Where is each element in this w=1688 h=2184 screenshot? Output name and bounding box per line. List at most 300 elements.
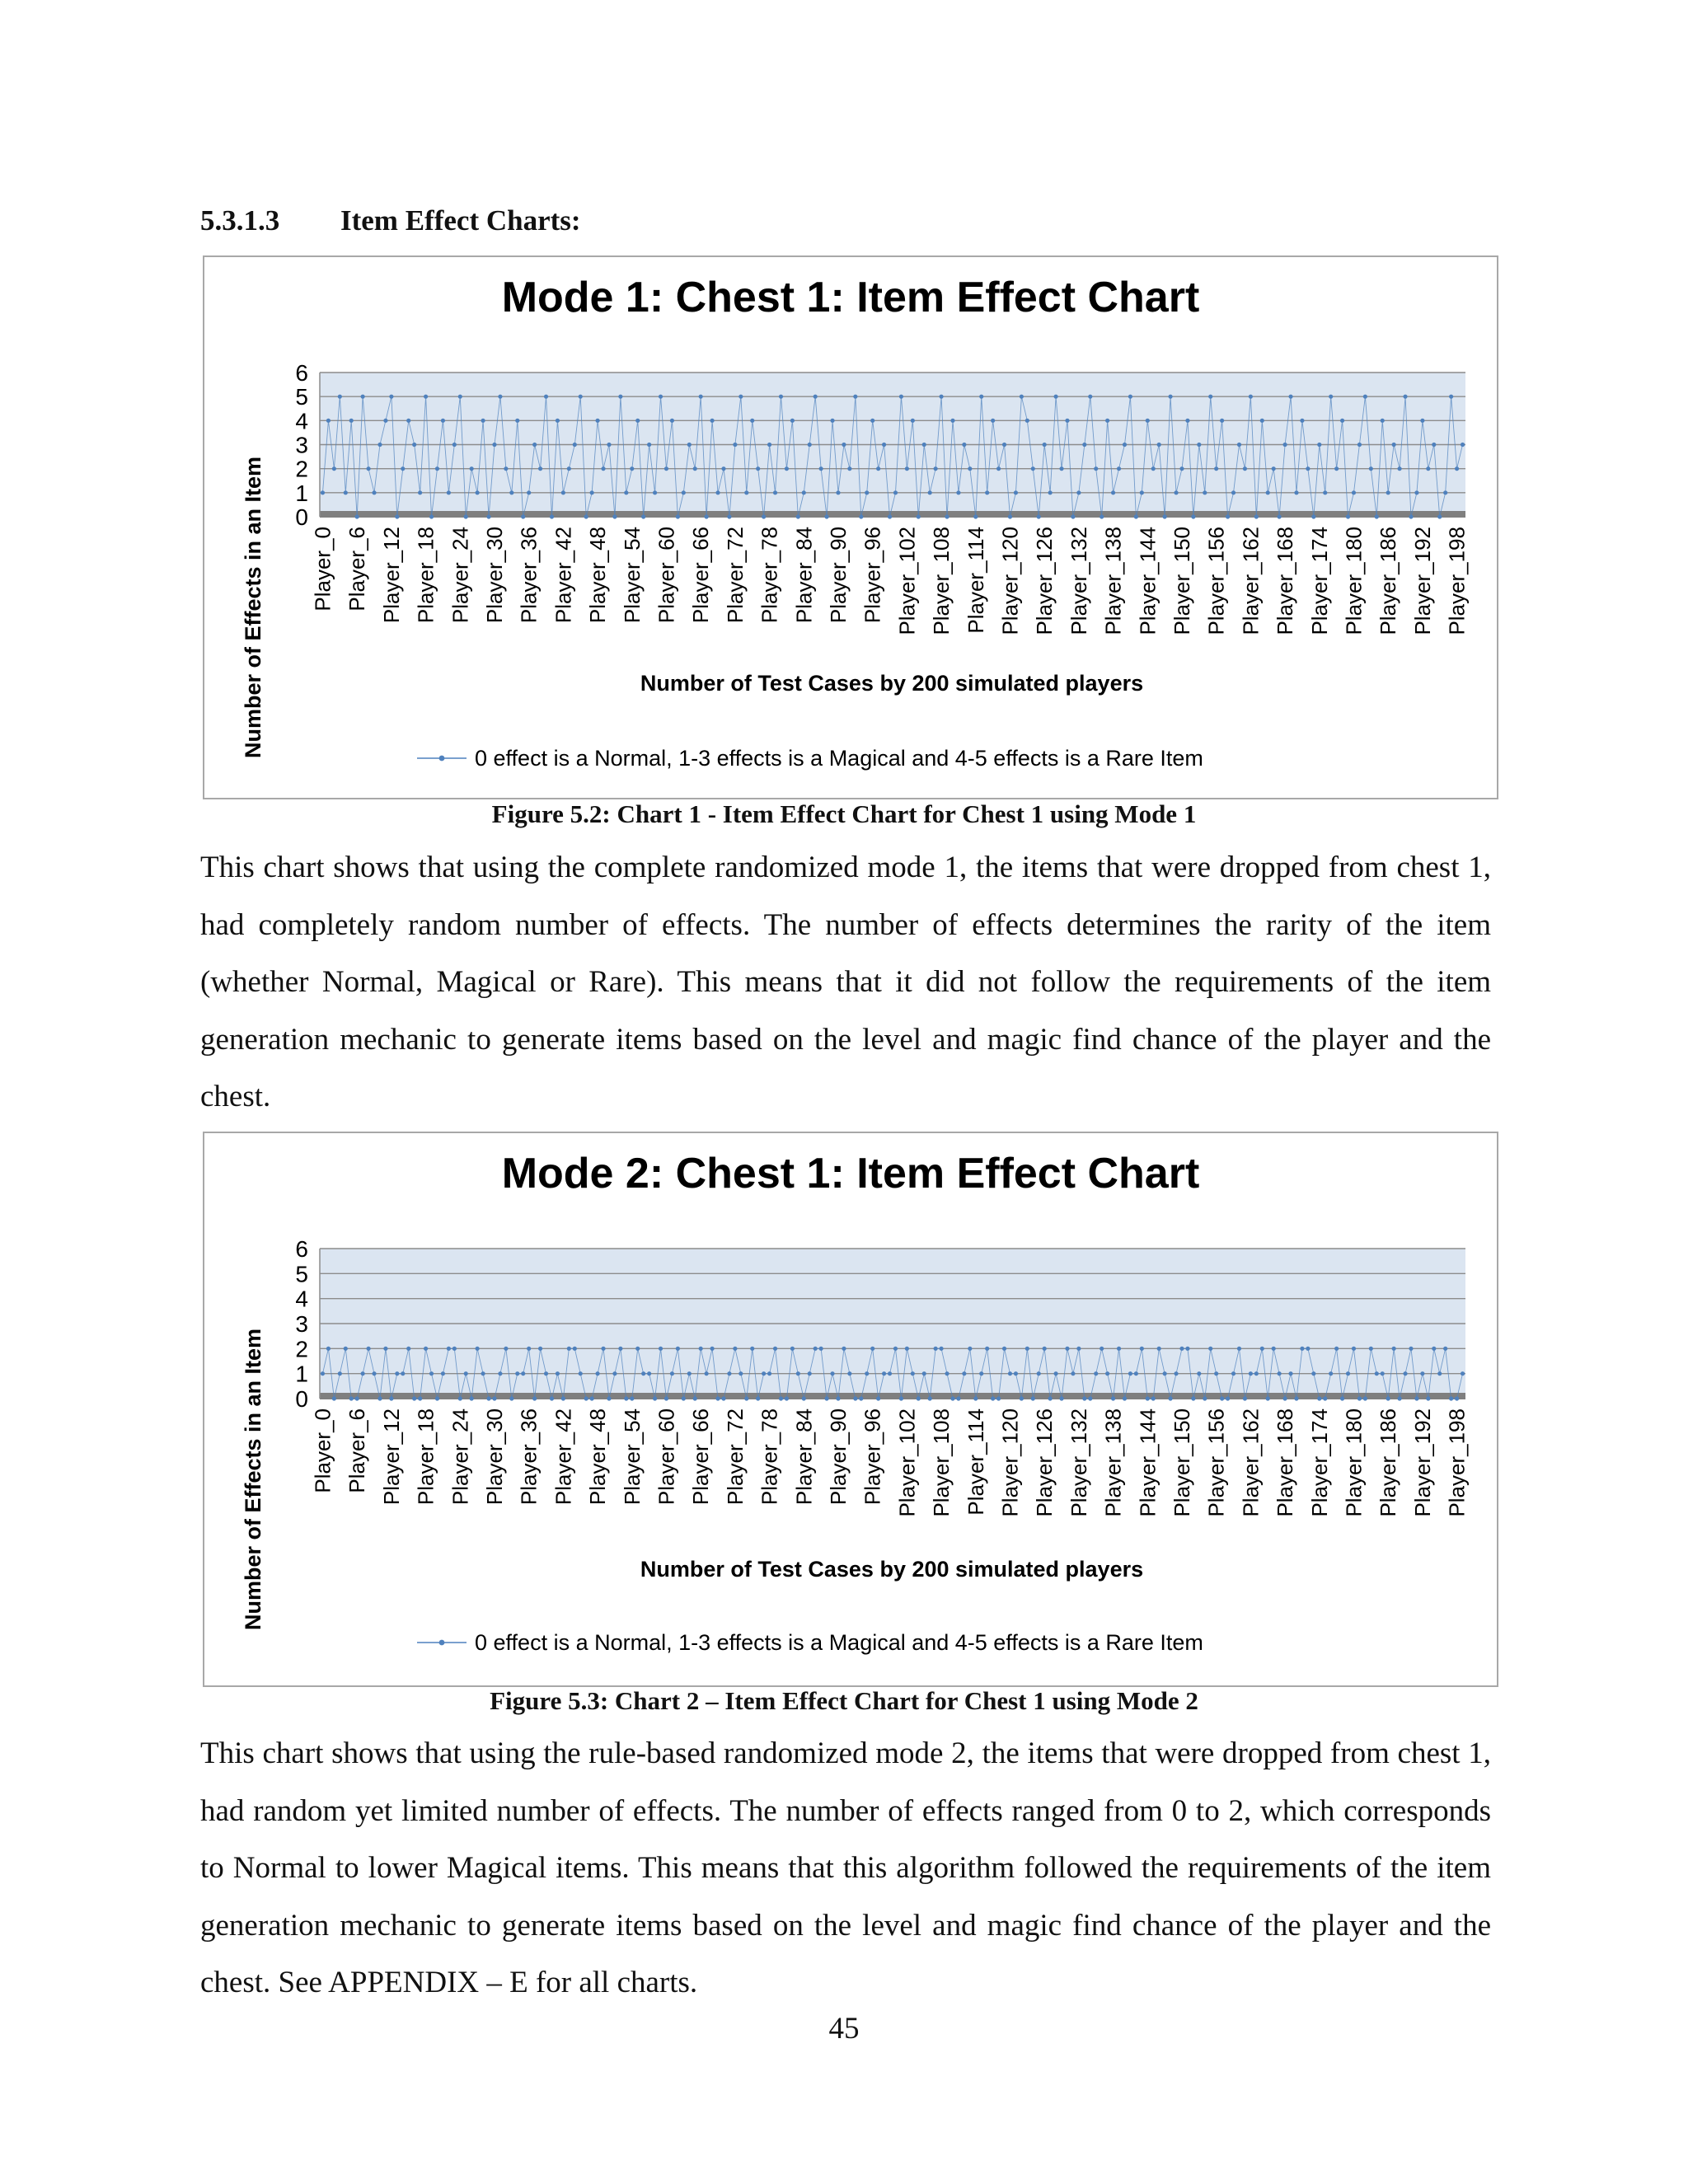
data-point — [1128, 395, 1132, 399]
data-point — [1065, 419, 1069, 423]
y-tick-label: 3 — [295, 1311, 308, 1337]
x-tick-label: Player_138 — [1100, 1408, 1126, 1517]
data-point — [824, 514, 828, 518]
data-point — [710, 1347, 714, 1351]
chart-2-svg — [204, 1133, 1497, 1685]
data-point — [332, 466, 336, 471]
data-point — [1059, 1396, 1063, 1400]
data-point — [372, 1371, 376, 1376]
data-point — [544, 1371, 548, 1376]
data-point — [447, 1347, 451, 1351]
data-point — [452, 443, 457, 447]
data-point — [377, 1396, 382, 1400]
y-tick-label: 1 — [295, 480, 308, 506]
data-point — [830, 1371, 834, 1376]
data-point — [1254, 514, 1259, 518]
data-point — [876, 1396, 880, 1400]
data-point — [1455, 1396, 1459, 1400]
data-point — [1266, 490, 1270, 494]
data-point — [991, 1396, 995, 1400]
data-point — [653, 490, 657, 494]
data-point — [991, 419, 995, 423]
x-tick-label: Player_54 — [619, 1408, 645, 1506]
data-point — [1076, 490, 1081, 494]
data-point — [1272, 466, 1276, 471]
data-point — [1053, 1371, 1057, 1376]
chart-title: Mode 1: Chest 1: Item Effect Chart — [501, 274, 1200, 321]
data-point — [470, 466, 474, 471]
data-point — [699, 1347, 703, 1351]
data-point — [377, 443, 382, 447]
data-point — [1397, 1396, 1401, 1400]
data-point — [762, 514, 766, 518]
data-point — [401, 1371, 405, 1376]
data-point — [767, 1371, 771, 1376]
data-point — [1163, 1371, 1167, 1376]
data-point — [762, 1371, 766, 1376]
data-point — [1352, 1347, 1356, 1351]
y-tick-label: 5 — [295, 384, 308, 410]
x-tick-label: Player_162 — [1238, 527, 1264, 635]
data-point — [1294, 1396, 1298, 1400]
chart-1 — [203, 255, 1498, 799]
data-point — [584, 514, 588, 518]
x-tick-label: Player_18 — [413, 527, 438, 624]
data-point — [779, 1396, 783, 1400]
data-point — [361, 1371, 365, 1376]
data-point — [1117, 1347, 1121, 1351]
data-point — [1392, 443, 1396, 447]
x-tick-label: Player_174 — [1306, 527, 1332, 635]
data-point — [1409, 1347, 1413, 1351]
data-point — [1071, 1371, 1075, 1376]
data-point — [1105, 419, 1109, 423]
data-point — [1179, 1347, 1184, 1351]
data-point — [1163, 514, 1167, 518]
data-point — [1208, 1347, 1212, 1351]
data-point — [744, 490, 748, 494]
data-point — [1237, 1347, 1241, 1351]
data-point — [1249, 395, 1253, 399]
x-tick-label: Player_108 — [929, 1408, 954, 1517]
data-point — [950, 419, 954, 423]
x-tick-label: Player_72 — [722, 527, 748, 624]
data-point — [1288, 1371, 1292, 1376]
data-point — [1352, 490, 1356, 494]
data-point — [939, 1347, 943, 1351]
data-point — [1357, 1396, 1362, 1400]
data-point — [705, 514, 709, 518]
data-point — [1094, 1371, 1098, 1376]
data-point — [1288, 395, 1292, 399]
data-point — [1168, 1396, 1172, 1400]
data-point — [332, 1396, 336, 1400]
data-point — [1226, 1396, 1230, 1400]
x-tick-label: Player_132 — [1066, 1408, 1091, 1517]
data-point — [1403, 395, 1407, 399]
data-point — [1088, 395, 1092, 399]
x-tick-label: Player_84 — [791, 527, 817, 624]
data-point — [1203, 1396, 1207, 1400]
section-heading — [200, 204, 581, 237]
data-point — [338, 395, 342, 399]
data-point — [476, 490, 480, 494]
data-point — [1243, 466, 1247, 471]
data-point — [1323, 1396, 1327, 1400]
data-point — [550, 1396, 554, 1400]
data-point — [538, 1347, 542, 1351]
data-point — [344, 1347, 348, 1351]
data-point — [687, 1371, 692, 1376]
data-point — [389, 1396, 393, 1400]
x-tick-label: Player_156 — [1203, 1408, 1229, 1517]
figure-caption-2: Figure 5.3: Chart 2 – Item Effect Chart for Chest 1 using Mode 2 — [490, 1686, 1198, 1715]
data-point — [424, 1347, 428, 1351]
x-tick-label: Player_78 — [757, 1408, 782, 1506]
x-tick-label: Player_60 — [654, 527, 679, 624]
data-point — [344, 490, 348, 494]
data-point — [1329, 1371, 1333, 1376]
plot-area — [295, 360, 1469, 635]
data-point — [1282, 443, 1287, 447]
data-point — [1260, 419, 1264, 423]
data-point — [1088, 1396, 1092, 1400]
x-tick-label: Player_18 — [413, 1408, 438, 1506]
data-point — [870, 1347, 874, 1351]
data-point — [819, 466, 823, 471]
x-tick-label: Player_156 — [1203, 527, 1229, 635]
x-tick-label: Player_192 — [1409, 1408, 1435, 1517]
data-point — [458, 395, 462, 399]
data-point — [1065, 1347, 1069, 1351]
data-point — [1340, 1396, 1344, 1400]
data-point — [693, 466, 697, 471]
data-point — [899, 395, 903, 399]
data-point — [1014, 1371, 1018, 1376]
data-point — [486, 1396, 490, 1400]
x-tick-label: Player_174 — [1306, 1408, 1332, 1517]
data-point — [853, 395, 857, 399]
data-point — [1381, 1371, 1385, 1376]
x-tick-label: Player_168 — [1273, 1408, 1298, 1517]
data-point — [956, 490, 960, 494]
data-point — [917, 514, 921, 518]
data-point — [865, 490, 869, 494]
data-point — [624, 490, 628, 494]
x-tick-label: Player_78 — [757, 527, 782, 624]
data-point — [527, 1347, 531, 1351]
data-point — [1203, 490, 1207, 494]
data-point — [435, 466, 439, 471]
x-tick-label: Player_114 — [963, 527, 988, 634]
paragraph-1-line: find chance of the player and the chest. — [200, 1022, 1491, 1113]
data-point — [486, 514, 490, 518]
data-point — [1008, 514, 1012, 518]
data-point — [934, 1347, 938, 1351]
data-point — [1025, 419, 1029, 423]
data-point — [721, 1396, 725, 1400]
data-point — [321, 490, 325, 494]
data-point — [1220, 419, 1224, 423]
paragraph-1-line: requirements of the item generation mechanic to generate items based on the level and magic — [200, 965, 1492, 1057]
data-point — [1231, 1371, 1236, 1376]
data-point — [670, 419, 674, 423]
data-point — [1002, 443, 1006, 447]
data-point — [1237, 443, 1241, 447]
data-point — [532, 443, 537, 447]
paragraph-2-line: the requirements of the item generation mechanic to generate items based on the level and magic — [200, 1851, 1491, 1943]
data-point — [1105, 1371, 1109, 1376]
paragraph-2-line: which corresponds to Normal to lower Magical items. This means that this algorithm followed — [200, 1793, 1491, 1885]
data-point — [1140, 490, 1144, 494]
data-point — [727, 1371, 731, 1376]
data-point — [561, 490, 565, 494]
data-point — [1386, 1396, 1390, 1400]
data-point — [985, 1347, 989, 1351]
data-point — [1392, 1347, 1396, 1351]
data-point — [612, 514, 617, 518]
data-point — [556, 419, 560, 423]
y-tick-label: 3 — [295, 432, 308, 458]
data-point — [630, 1396, 634, 1400]
data-point — [1311, 1371, 1315, 1376]
data-point — [779, 395, 783, 399]
legend-label: 0 effect is a Normal, 1-3 effects is a Magical and 4-5 effects is a Rare Item — [475, 746, 1203, 771]
data-point — [802, 490, 806, 494]
data-point — [1157, 443, 1161, 447]
data-point — [733, 443, 737, 447]
data-point — [476, 1347, 480, 1351]
data-point — [1174, 490, 1178, 494]
data-point — [349, 419, 354, 423]
x-tick-label: Player_126 — [1032, 527, 1057, 635]
data-point — [1037, 1371, 1041, 1376]
data-point — [509, 490, 513, 494]
paragraph-2-line: chest 1, had random yet limited number of effects. The number of effects ranged from 0 to 2, — [200, 1736, 1491, 1828]
data-point — [561, 1396, 565, 1400]
x-tick-label: Player_42 — [551, 527, 576, 624]
data-point — [1420, 1371, 1424, 1376]
data-point — [905, 466, 909, 471]
y-tick-label: 5 — [295, 1261, 308, 1287]
x-tick-label: Player_36 — [516, 527, 542, 624]
data-point — [968, 466, 972, 471]
data-point — [1191, 514, 1195, 518]
data-point — [1123, 443, 1127, 447]
data-point — [1260, 1347, 1264, 1351]
data-point — [1420, 419, 1424, 423]
data-point — [979, 395, 983, 399]
y-tick-label: 2 — [295, 456, 308, 482]
data-point — [401, 466, 405, 471]
data-point — [1134, 1371, 1138, 1376]
data-point — [447, 490, 451, 494]
data-point — [670, 1371, 674, 1376]
data-point — [1111, 1396, 1115, 1400]
x-tick-label: Player_126 — [1032, 1408, 1057, 1517]
data-point — [733, 1347, 737, 1351]
data-point — [464, 514, 468, 518]
data-point — [859, 514, 863, 518]
data-point — [590, 1396, 594, 1400]
data-point — [1334, 1347, 1339, 1351]
data-point — [1214, 1371, 1218, 1376]
data-point — [624, 1396, 628, 1400]
data-point — [612, 1371, 617, 1376]
x-tick-label: Player_12 — [378, 1408, 404, 1506]
data-point — [664, 1396, 668, 1400]
paragraph-1-line: of the item (whether Normal, Magical or Rare). This means that it did not follow the — [200, 907, 1491, 999]
data-point — [361, 395, 365, 399]
data-point — [1455, 466, 1459, 471]
data-point — [470, 1396, 474, 1400]
data-point — [905, 1347, 909, 1351]
data-point — [1082, 1396, 1086, 1400]
data-point — [1094, 466, 1098, 471]
data-point — [1357, 443, 1362, 447]
data-point — [888, 514, 892, 518]
paragraph-2 — [200, 1725, 1491, 2012]
data-point — [911, 419, 915, 423]
x-tick-label: Player_198 — [1444, 527, 1470, 635]
y-tick-label: 1 — [295, 1361, 308, 1387]
data-point — [515, 1371, 519, 1376]
data-point — [1020, 395, 1024, 399]
data-point — [1386, 490, 1390, 494]
data-point — [595, 419, 599, 423]
x-tick-label: Player_102 — [894, 527, 920, 635]
data-point — [710, 419, 714, 423]
data-point — [641, 514, 645, 518]
data-point — [1272, 1347, 1276, 1351]
legend-label: 0 effect is a Normal, 1-3 effects is a Magical and 4-5 effects is a Rare Item — [475, 1630, 1203, 1655]
data-point — [1157, 1347, 1161, 1351]
data-point — [1294, 490, 1298, 494]
data-point — [1048, 490, 1053, 494]
data-point — [699, 395, 703, 399]
data-point — [790, 1347, 795, 1351]
data-point — [1111, 490, 1115, 494]
section-number: 5.3.1.3 — [200, 204, 280, 237]
data-point — [532, 1396, 537, 1400]
data-point — [383, 419, 387, 423]
data-point — [1043, 443, 1047, 447]
data-point — [893, 1347, 898, 1351]
data-point — [1117, 466, 1121, 471]
x-tick-label: Player_162 — [1238, 1408, 1264, 1517]
data-point — [1317, 1396, 1321, 1400]
legend — [417, 1630, 1203, 1655]
data-point — [928, 490, 932, 494]
data-point — [962, 443, 966, 447]
data-point — [579, 395, 583, 399]
data-point — [1151, 1396, 1156, 1400]
x-tick-label: Player_30 — [481, 527, 507, 624]
paragraph-1 — [200, 839, 1491, 1126]
data-point — [618, 395, 622, 399]
data-point — [1369, 1347, 1373, 1351]
x-tick-label: Player_96 — [860, 527, 885, 624]
data-point — [607, 1396, 611, 1400]
y-tick-label: 4 — [295, 408, 308, 434]
data-point — [527, 490, 531, 494]
x-tick-label: Player_90 — [825, 527, 851, 624]
data-point — [498, 1371, 502, 1376]
data-point — [1449, 1396, 1453, 1400]
data-point — [1300, 419, 1304, 423]
data-point — [682, 1396, 686, 1400]
data-point — [996, 466, 1001, 471]
x-tick-label: Player_66 — [688, 1408, 714, 1506]
data-point — [492, 1396, 496, 1400]
data-point — [1146, 1396, 1150, 1400]
data-point — [1409, 514, 1413, 518]
data-point — [814, 1347, 818, 1351]
chart-2 — [203, 1132, 1498, 1687]
data-point — [481, 419, 485, 423]
figure-caption-1: Figure 5.2: Chart 1 - Item Effect Chart for Chest 1 using Mode 1 — [491, 799, 1197, 828]
data-point — [418, 1396, 422, 1400]
data-point — [847, 466, 851, 471]
x-tick-label: Player_24 — [448, 527, 473, 624]
data-point — [498, 395, 502, 399]
data-point — [767, 443, 771, 447]
data-point — [1443, 490, 1447, 494]
data-point — [756, 1396, 760, 1400]
data-point — [727, 514, 731, 518]
data-point — [647, 443, 651, 447]
x-tick-label: Player_24 — [448, 1408, 473, 1506]
data-point — [1363, 1396, 1367, 1400]
data-point — [934, 466, 938, 471]
data-point — [366, 1347, 370, 1351]
data-point — [1140, 1347, 1144, 1351]
data-point — [1278, 1371, 1282, 1376]
data-point — [1254, 1371, 1259, 1376]
data-point — [584, 1396, 588, 1400]
data-point — [1053, 395, 1057, 399]
data-point — [1432, 443, 1436, 447]
data-point — [372, 490, 376, 494]
data-point — [635, 1347, 640, 1351]
x-tick-label: Player_192 — [1409, 527, 1435, 635]
data-point — [1059, 466, 1063, 471]
data-point — [1317, 443, 1321, 447]
data-point — [796, 1371, 800, 1376]
data-point — [607, 443, 611, 447]
data-point — [917, 1396, 921, 1400]
data-point — [630, 466, 634, 471]
data-point — [389, 395, 393, 399]
data-point — [441, 1371, 445, 1376]
data-point — [521, 514, 525, 518]
data-point — [355, 1396, 359, 1400]
data-point — [911, 1371, 915, 1376]
data-point — [1100, 1347, 1104, 1351]
plot-area — [295, 1236, 1469, 1517]
data-point — [1426, 1396, 1430, 1400]
x-tick-label: Player_0 — [310, 527, 335, 612]
legend — [417, 746, 1203, 771]
data-point — [773, 1347, 777, 1351]
data-point — [1002, 1347, 1006, 1351]
data-point — [1025, 1347, 1029, 1351]
data-point — [1249, 1371, 1253, 1376]
data-point — [595, 1371, 599, 1376]
data-point — [1100, 514, 1104, 518]
data-point — [1432, 1347, 1436, 1351]
data-point — [1306, 466, 1310, 471]
